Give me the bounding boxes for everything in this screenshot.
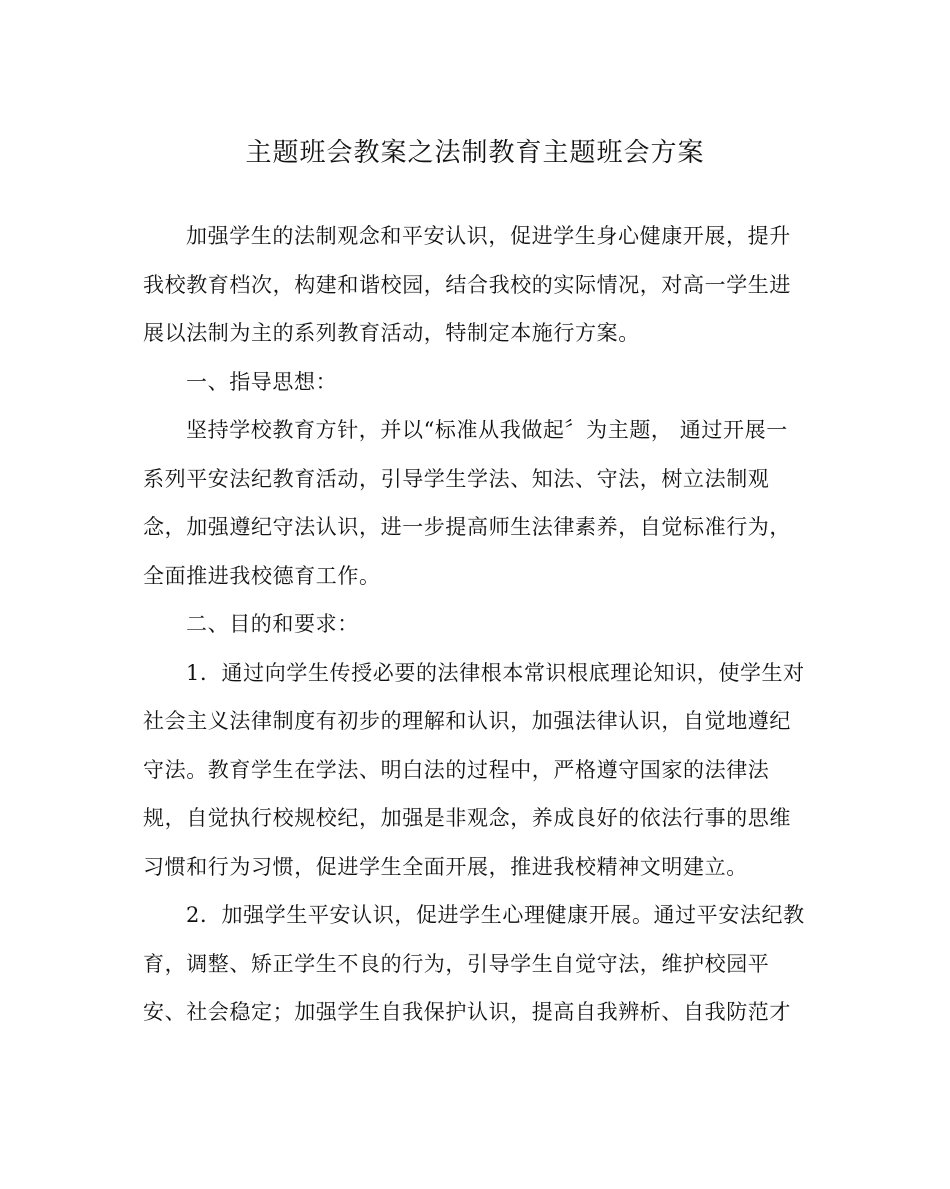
guiding-line-3: 念，加强遵纪守法认识，进一步提高师生法律素养，自觉标准行为， <box>143 515 791 539</box>
intro-line-1: 加强学生的法制观念和平安认识，促进学生身心健康开展，提升 <box>186 224 791 248</box>
goal-2-line-3: 安、社会稳定；加强学生自我保护认识，提高自我辨析、自我防范才 <box>143 1000 791 1024</box>
goal-1-line-3: 守法。教育学生在学法、明白法的过程中，严格遵守国家的法律法 <box>143 758 770 782</box>
goal-1-line-5: 习惯和行为习惯，促进学生全面开展，推进我校精神文明建立。 <box>143 855 748 879</box>
goal-1-line-4: 规，自觉执行校规校纪，加强是非观念，养成良好的依法行事的思维 <box>143 806 791 830</box>
intro-line-3: 展以法制为主的系列教育活动，特制定本施行方案。 <box>143 321 640 345</box>
guiding-line-1: 坚持学校教育方针，并以“标准从我做起〞为主题， 通过开展一 <box>186 418 788 442</box>
section-heading-goals: 二、目的和要求： <box>186 612 359 636</box>
goal-1-line-2: 社会主义法律制度有初步的理解和认识，加强法律认识，自觉地遵纪 <box>143 709 791 733</box>
goal-2-line-2: 育，调整、矫正学生不良的行为，引导学生自觉守法，维护校园平 <box>143 952 770 976</box>
intro-line-2: 我校教育档次，构建和谐校园，结合我校的实际情况，对高一学生进 <box>143 273 791 297</box>
document-title: 主题班会教案之法制教育主题班会方案 <box>245 138 705 168</box>
goal-1-line-1: 1．通过向学生传授必要的法律根本常识根底理论知识，使学生对 <box>186 661 805 685</box>
guiding-line-2: 系列平安法纪教育活动，引导学生学法、知法、守法，树立法制观 <box>143 467 770 491</box>
goal-2-line-1: 2．加强学生平安认识，促进学生心理健康开展。通过平安法纪教 <box>186 903 805 927</box>
guiding-line-4: 全面推进我校德育工作。 <box>143 564 381 588</box>
section-heading-guiding-thought: 一、指导思想： <box>186 370 338 394</box>
